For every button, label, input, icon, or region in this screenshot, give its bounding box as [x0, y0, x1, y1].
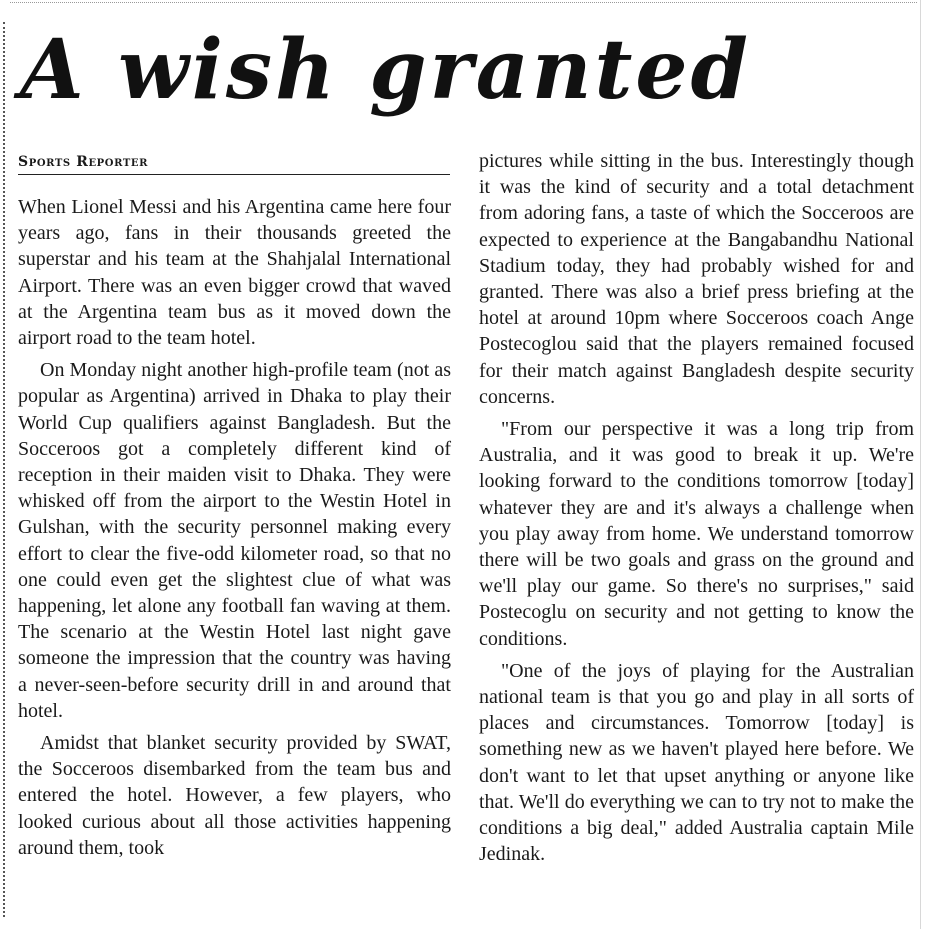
paragraph: When Lionel Messi and his Argentina came here four years ago, fans in their thousands greeted the superstar and his team at the Shahjalal International Airport. There was an even bigger crowd that waved at the Argentina team bus as it moved down the airport road to the team hotel.	[18, 196, 451, 350]
paragraph: "From our perspective it was a long trip from Australia, and it was good to break it up. We're looking forward to the conditions tomorrow [today] whatever they are and it's always a challenge when you play away from home. We understand tomorrow there will be two goals and grass on the ground and we'll play our game. So there's no surprises," said Postecoglu on security and not getting to know the conditions.	[479, 418, 914, 650]
left-dotted-border	[3, 22, 5, 917]
right-page-edge	[920, 0, 921, 929]
paragraph: On Monday night another high-profile team (not as popular as Argentina) arrived in Dhaka to play their World Cup qualifiers against Bangladesh. But the Socceroos got a completely different kind of reception in their maiden visit to Dhaka. They were whisked off from the airport to the Westin Hotel in Gulshan, with the security personnel making every effort to clear the five-odd kilometer road, so that no one could even get the slightest clue of what was happening, let alone any football fan waving at them. The scenario at the Westin Hotel last night gave someone the impression that the country was having a never-seen-before security drill in and around that hotel.	[18, 359, 451, 722]
paragraph: "One of the joys of playing for the Australian national team is that you go and play in all sorts of places and circumstances. Tomorrow [today] is something new as we haven't played here before. We don't want to let that upset anything or anyone like that. We'll do everything we can to try not to make the conditions a big deal," added Australia captain Mile Jedinak.	[479, 659, 914, 866]
top-dotted-rule	[10, 2, 917, 3]
article-column-right	[479, 148, 914, 867]
paragraph: pictures while sitting in the bus. Interestingly though it was the kind of security and a total detachment from adoring fans, a taste of which the Socceroos are expected to experience at the Bangabandhu National Stadium today, they had probably wished for and granted. There was also a brief press briefing at the hotel at around 10pm where Socceroos coach Ange Postecoglou said that the players remained focused for their match against Bangladesh despite security concerns.	[479, 150, 914, 408]
paragraph: Amidst that blanket security provided by SWAT, the Socceroos disembarked from the team bus and entered the hotel. However, a few players, who looked curious about all those activities happening around them, took	[18, 732, 451, 859]
headline: A wish granted	[20, 22, 751, 118]
byline: Sports Reporter	[18, 152, 450, 175]
article-column-left	[18, 194, 451, 861]
